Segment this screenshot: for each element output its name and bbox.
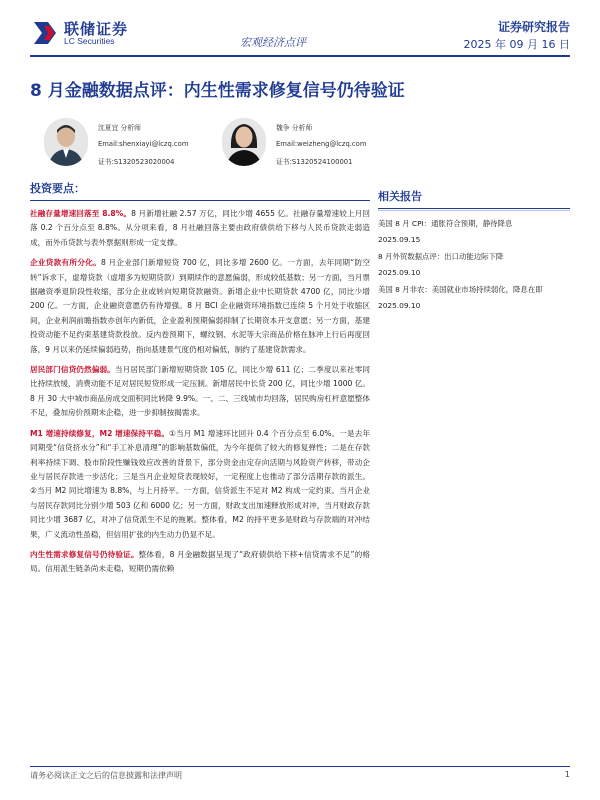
report-category: 宏观经济点评	[240, 36, 306, 49]
paragraph-lead: 居民部门信贷仍然偏弱。	[30, 365, 115, 375]
section-divider	[378, 208, 570, 209]
logo-text-cn: 联储证券	[64, 20, 129, 38]
paragraph-body: 8 月企业部门新增短贷 700 亿，同比多增 2600 亿。一方面，去年同期“防空转”诉求下，虚增贷款（虚增多为短期贷款）到期续作的意愿偏弱，形成较低基数；另一方面，当月票据融资季退阶段性收缩，部分企业或转向短期贷款融资。新增企业中长期贷款 4700 亿，同比少增 200 亿。一方面，企业融资意愿仍有待增强。8 月 BCI 企业融资环境指数已连续 5 个月处于收缩区间，企业利润前瞻指数亦创年内新低，企业盈利预期偏弱抑制了长期资本开支意愿；另一方面，基建投资动能不足约束基建贷款投放。反内卷预期下，螺纹钢、水泥等大宗商品价格在脉冲上行后再度回落，9 月以来仍延续偏弱趋势，指向基建景气度仍相对偏低，制约了基建贷款需求。	[30, 258, 371, 354]
related-report-date: 2025.09.10	[378, 301, 421, 310]
footer-disclaimer: 请务必阅读正文之后的信息披露和法律声明	[30, 771, 182, 780]
section-divider	[30, 200, 370, 201]
paragraph-lead: 社融存量增速回落至 8.8%。	[30, 209, 132, 218]
male-analyst-photo-icon	[44, 118, 88, 166]
analyst-cert: 证书:S1320524100001	[276, 158, 353, 166]
company-logo	[30, 14, 180, 50]
report-date: 2025 年 09 月 16 日	[463, 38, 570, 51]
paragraph-lead: 企业贷款有所分化。	[30, 258, 101, 268]
analyst-name: 沈夏宜 分析师	[98, 124, 141, 132]
section-heading: 投资要点：	[30, 182, 85, 195]
paragraph-lead: M1 增速持续修复，M2 增速保持平稳。	[30, 428, 170, 438]
logo-mark-icon	[30, 18, 60, 48]
analyst-email[interactable]: Email:weizheng@lczq.com	[276, 140, 367, 148]
paragraph-money-supply	[30, 427, 370, 542]
paragraph-conclusion	[30, 548, 370, 577]
related-report-title[interactable]: 8 月外贸数据点评：出口动能边际下降	[378, 252, 504, 261]
report-title: 8 月金融数据点评：内生性需求修复信号仍待验证	[30, 81, 405, 101]
logo-text-en: LC Securities	[64, 36, 115, 46]
analyst-card-2	[222, 118, 472, 168]
paragraph-social-financing	[30, 207, 370, 250]
related-heading: 相关报告	[378, 190, 422, 203]
avatar	[44, 118, 88, 166]
related-report-title[interactable]: 美国 8 月非农：美国就业市场持续弱化，降息在即	[378, 285, 543, 294]
paragraph-body: 当月居民部门新增短期贷款 105 亿，同比少增 611 亿；二季度以来社零同比持续放缓，消费动能不足对居民短贷形成一定压制。新增居民中长贷 200 亿，同比少增 1000 亿。8 月 30 大中城市商品房成交面积同比转降 9.9%。一、二、三线城市均回落，居民购房杠杆意愿整体不足，叠加房价预期未企稳，进一步抑制按揭需求。	[30, 365, 371, 418]
section-divider-thin	[378, 210, 570, 211]
analyst-name: 魏争 分析师	[276, 124, 313, 132]
analyst-cert: 证书:S1320523020004	[98, 158, 175, 166]
report-header	[30, 14, 570, 54]
paragraph-corporate-loans	[30, 256, 370, 357]
female-analyst-photo-icon	[222, 118, 266, 166]
avatar	[222, 118, 266, 166]
header-divider	[30, 55, 570, 57]
related-reports	[378, 188, 570, 310]
analyst-email[interactable]: Email:shenxiayi@lczq.com	[98, 140, 189, 148]
paragraph-body: 整体看，8 月金融数据呈现了“政府债供给下移+信贷需求不足”的格局。信用派生链条尚未走稳，短期仍需依赖	[30, 549, 370, 574]
paragraph-household-credit	[30, 363, 370, 421]
paragraph-lead: 内生性需求修复信号仍待验证。	[30, 549, 139, 559]
related-report-title[interactable]: 美国 8 月 CPI：通胀符合预期，静待降息	[378, 219, 513, 228]
report-type: 证券研究报告	[497, 20, 570, 34]
page-number: 1	[564, 770, 570, 779]
paragraph-body: 8 月新增社融 2.57 万亿，同比少增 4655 亿。社融存量增速较上月回落 0.2 个百分点至 8.8%。从分项来看，8 月社融回落主要由政府债供给下移与人民币贷款走弱造成，而外币贷款与表外票据则形成一定支撑。	[30, 209, 370, 247]
related-report-date: 2025.09.15	[378, 235, 421, 244]
paragraph-body: ①当月 M1 增速环比回升 0.4 个百分点至 6.0%。一是去年同期受“信贷挤水分”和“手工补息清理”的影响基数偏低，为今年提供了较大的修复弹性；二是在存款利率持续下调、股市阶段性赚钱效应改善的背景下，部分资金由定存向活期与风险资产转移，带动企业与居民存款进一步活化；三是当月企业短贷表现较好，一定程度上也推动了部分活期存款的派生。②当月 M2 同比增速为 8.8%，与上月持平。一方面，信贷派生不足对 M2 构成一定约束。当月企业与居民存款同比分别少增 503 亿和 6000 亿；另一方面，财政支出加速释放形成对冲，当月财政存款同比少增 3687 亿，对冲了信贷派生不足的拖累。整体看，M2 的持平更多是财政与存款端的对冲结果，广义流动性虽稳，但信用扩张的内生动力仍显不足。	[30, 428, 370, 539]
footer-divider	[30, 766, 570, 767]
investment-highlights	[30, 180, 370, 577]
related-report-date: 2025.09.10	[378, 268, 421, 277]
